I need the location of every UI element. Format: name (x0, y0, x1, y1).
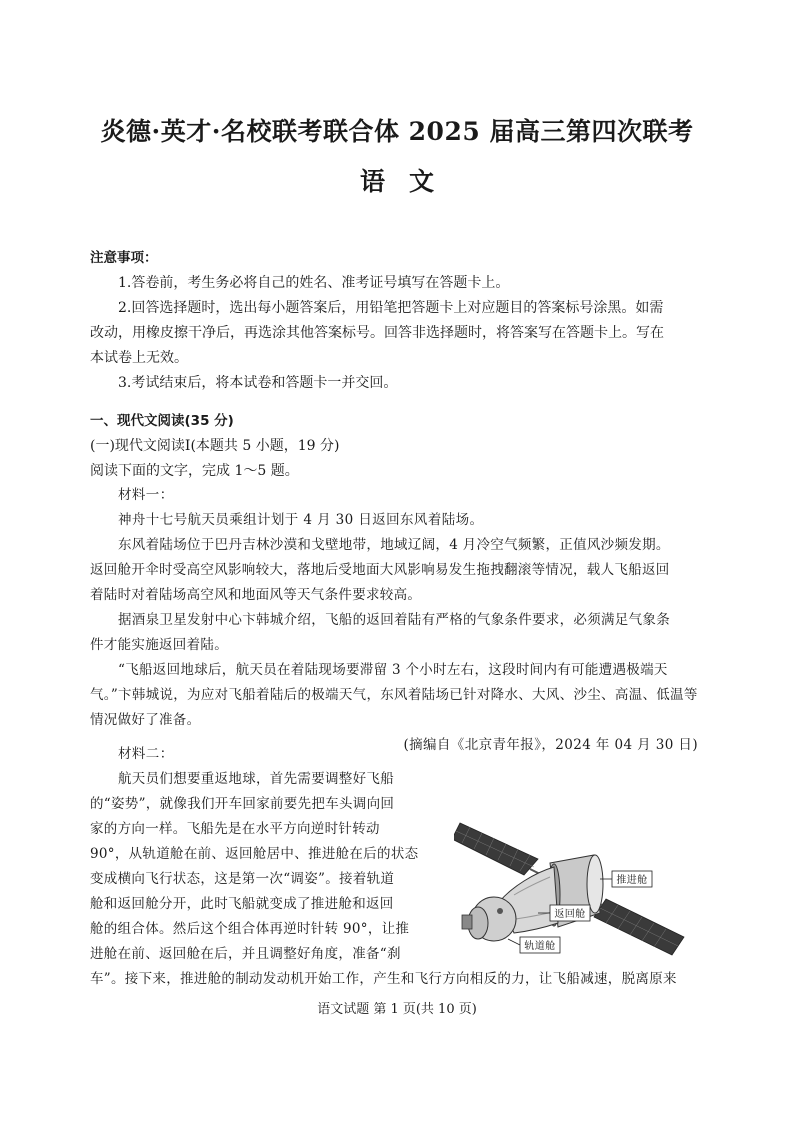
notice-item-3: 3.考试结束后，将本试卷和答题卡一并交回。 (118, 375, 398, 391)
material-2-line-9: 车”。接下来，推进舱的制动发动机开始工作，产生和飞行方向相反的力，让飞船减速，脱离原来 (90, 971, 677, 987)
orbital-module (462, 897, 516, 941)
material-2-label: 材料二： (118, 746, 174, 762)
material-1-paragraph-2-line-1: 东风着陆场位于巴丹吉林沙漠和戈壁地带，地域辽阔，4 月冷空气频繁，正值风沙频发期。 (118, 537, 670, 553)
spacecraft-figure (454, 815, 690, 973)
label-reentry: 返回舱 (554, 909, 586, 920)
material-1-paragraph-2-line-2: 返回舱开伞时受高空风影响较大，落地后受地面大风影响易发生拖拽翻滚等情况，载人飞船返回 (90, 562, 670, 578)
exam-title: 炎德·英才·名校联考联合体 2025 届高三第四次联考 (100, 117, 694, 146)
page-footer: 语文试题 第 1 页(共 10 页) (317, 1002, 477, 1017)
subject-title: 语文 (359, 167, 458, 196)
material-1 (90, 483, 700, 758)
label-propulsion: 推进舱 (616, 875, 648, 886)
material-2-line-5: 变成横向飞行状态，这是第一次“调姿”。接着轨道 (90, 871, 395, 887)
reading-section (90, 409, 700, 484)
material-2-line-6: 舱和返回舱分开，此时飞船就变成了推进舱和返回 (90, 896, 394, 912)
material-1-paragraph-4-line-2: 气。”卞韩城说，为应对飞船着陆后的极端天气，东风着陆场已针对降水、大风、沙尘、高温、低温等 (90, 687, 698, 703)
material-1-paragraph-4-line-1: “飞船返回地球后，航天员在着陆现场要滞留 3 个小时左右，这段时间内有可能遭遇极端天 (118, 662, 668, 678)
spacecraft-figure-column (440, 767, 700, 967)
section-sub-heading: (一)现代文阅读Ⅰ(本题共 5 小题，19 分) (90, 438, 340, 454)
material-2-text-column (90, 767, 440, 967)
material-2-line-1: 航天员们想要重返地球，首先需要调整好飞船 (118, 771, 394, 787)
material-1-paragraph-3-line-2: 件才能实施返回着陆。 (90, 637, 228, 653)
material-1-paragraph-2-line-3: 着陆时对着陆场高空风和地面风等天气条件要求较高。 (90, 587, 422, 603)
material-2 (90, 742, 700, 992)
notice-heading: 注意事项： (90, 250, 158, 266)
section-instruction: 阅读下面的文字，完成 1～5 题。 (90, 463, 299, 479)
material-2-line-7: 舱的组合体。然后这个组合体再逆时针转 90°，让推 (90, 921, 410, 937)
material-2-line-3: 家的方向一样。飞船先是在水平方向逆时针转动 (90, 821, 380, 837)
notice-item-2-line-3: 本试卷上无效。 (90, 350, 188, 366)
section-heading: 一、现代文阅读(35 分) (90, 413, 234, 429)
material-2-line-8: 进舱在前、返回舱在后，并且调整好角度，准备“刹 (90, 946, 401, 962)
material-2-line-4: 90°，从轨道舱在前、返回舱居中、推进舱在后的状态 (90, 846, 419, 862)
notice-item-1: 1.答卷前，考生务必将自己的姓名、准考证号填写在答题卡上。 (118, 275, 510, 291)
material-1-source: (摘编自《北京青年报》，2024 年 04 月 30 日) (403, 737, 698, 753)
notice-item-2-line-2: 改动，用橡皮擦干净后，再选涂其他答案标号。回答非选择题时，将答案写在答题卡上。写在 (90, 325, 664, 341)
material-2-line-2: 的“姿势”，就像我们开车回家前要先把车头调向回 (90, 796, 395, 812)
material-2-columns (90, 767, 700, 967)
material-1-paragraph-1: 神舟十七号航天员乘组计划于 4 月 30 日返回东风着陆场。 (118, 512, 484, 528)
material-1-paragraph-3-line-1: 据酒泉卫星发射中心卞韩城介绍，飞船的返回着陆有严格的气象条件要求，必须满足气象条 (118, 612, 670, 628)
material-1-label: 材料一： (118, 487, 174, 503)
notice-section (90, 246, 700, 396)
material-1-paragraph-4-line-3: 情况做好了准备。 (90, 712, 201, 728)
label-orbital: 轨道舱 (524, 941, 556, 952)
notice-item-2-line-1: 2.回答选择题时，选出每小题答案后，用铅笔把答题卡上对应题目的答案标号涂黑。如需 (118, 300, 664, 316)
